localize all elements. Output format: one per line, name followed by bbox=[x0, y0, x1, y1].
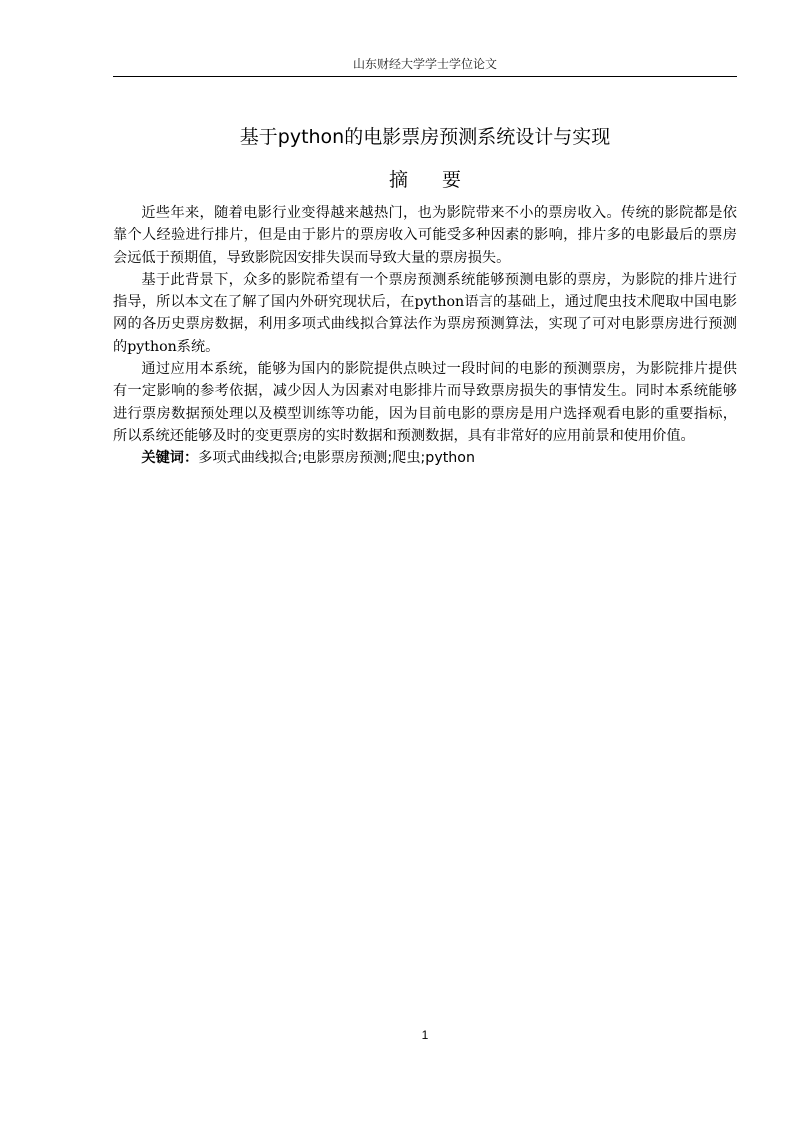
abstract-paragraph-2: 基于此背景下，众多的影院希望有一个票房预测系统能够预测电影的票房，为影院的排片进行指导，所以本文在了解了国内外研究现状后，在python语言的基础上，通过爬虫技术爬取中国电影网的各历史票房数据，利用多项式曲线拟合算法作为票房预测算法，实现了可对电影票房进行预测的python系统。 bbox=[113, 271, 737, 355]
abstract-heading: 摘 要 bbox=[388, 169, 476, 191]
keywords-label: 关键词： bbox=[141, 450, 199, 467]
keywords-value: 多项式曲线拟合;电影票房预测;爬虫;python bbox=[198, 450, 475, 467]
paper-title: 基于python的电影票房预测系统设计与实现 bbox=[239, 126, 611, 148]
abstract-body bbox=[113, 202, 737, 470]
keywords-line bbox=[113, 447, 737, 469]
running-header: 山东财经大学学士学位论文 bbox=[352, 57, 497, 71]
header-rule bbox=[113, 76, 737, 77]
page-number: 1 bbox=[421, 1028, 429, 1042]
abstract-paragraph-3: 通过应用本系统，能够为国内的影院提供点映过一段时间的电影的预测票房，为影院排片提供有一定影响的参考依据，减少因人为因素对电影排片而导致票房损失的事情发生。同时本系统能够进行票房数据预处理以及模型训练等功能，因为目前电影的票房是用户选择观看电影的重要指标，所以系统还能够及时的变更票房的实时数据和预测数据，具有非常好的应用前景和使用价值。 bbox=[113, 361, 737, 444]
abstract-paragraph-1: 近些年来，随着电影行业变得越来越热门，也为影院带来不小的票房收入。传统的影院都是依靠个人经验进行排片，但是由于影片的票房收入可能受多种因素的影响，排片多的电影最后的票房会远低于预期值，导致影院因安排失误而导致大量的票房损失。 bbox=[113, 205, 737, 266]
